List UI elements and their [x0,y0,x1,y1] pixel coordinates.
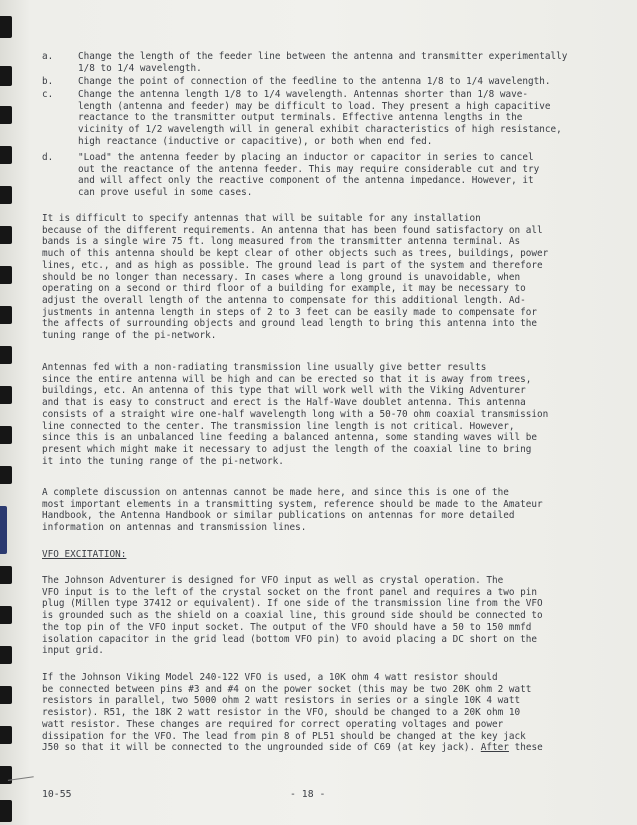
paragraph-transmission-line: Antennas fed with a non-radiating transmission line usually give better results since the entire antenna will be high and can be erected so that it is away from trees, buildings, etc. An antenna of this type that will work well with the Viking Adventurer and that is easy to construct and erect is the Half-Wave doublet antenna. This antenna consists of a straight wire one-half wavelength long with a 50-70 ohm coaxial transmission line connected to the center. The transmission line length is not critical. However, since this is an unbalanced line feeding a balanced antenna, some standing waves will be present which might make it necessary to adjust the length of the coaxial line to bring it into the tuning range of the pi-network. [42,362,549,467]
binder-hole [0,146,12,164]
binder-hole [0,16,12,38]
paragraph-vfo-model [42,672,628,754]
list-text: "Load" the antenna feeder by placing an inductor or capacitor in series to cancel out the reactance of the antenna feeder. This may require considerable cut and try and will affect only the reactive component of the antenna impedance. However, it can prove useful in some cases. [78,152,540,199]
list-text: Change the antenna length 1/8 to 1/4 wavelength. Antennas shorter than 1/8 wave- length (antenna and feeder) may be difficult to load. They present a high capacitive reactance to the transmitter output terminals. Effective antenna lengths in the vicinity of 1/2 wavelength will in general exhibit characteristics of high resistance, high reactance (inductive or capacitive), or both when end fed. [78,89,562,147]
binder-hole [0,66,12,86]
binder-hole [0,426,12,444]
binder-hole [0,726,12,744]
paragraph-antennas: It is difficult to specify antennas that will be suitable for any installation because of the different requirements. An antenna that has been found satisfactory on all bands is a single wire 75 ft. long measured from the transmitter antenna terminal. As much of this antenna should be kept clear of other objects such as trees, buildings, power lines, etc., and as high as possible. The ground lead is part of the system and therefore should be no longer than necessary. In cases where a long ground is unavoidable, when operating on a second or third floor of a building for example, it may be necessary to adjust the overall length of the antenna to compensate for this additional length. Ad- justments in antenna length in steps of 2 to 3 feet can be easily made to compensate for the affects of surrounding objects and ground lead length to bring this antenna into the tuning range of the pi-network. [42,213,549,342]
binder-hole [0,506,7,554]
page-number: - 18 - [290,789,326,800]
binder-hole [0,266,12,284]
list-letter: a. [42,51,54,62]
list-text: Change the length of the feeder line between the antenna and transmitter experimentally 1/8 to 1/4 wavelength. [78,51,568,74]
underlined-word: After [480,742,509,754]
list-letter: b. [42,76,54,87]
binder-hole [0,606,12,624]
binder-hole [0,566,12,584]
paragraph-discussion: A complete discussion on antennas cannot be made here, and since this is one of the most important elements in a transmitting system, reference should be made to the Amateur Handbook, the Antenna Handbook or similar publications on antennas for more detailed information on antennas and transmission lines. [42,487,543,534]
paragraph-vfo-input: The Johnson Adventurer is designed for VFO input as well as crystal operation. The VFO input is to the left of the crystal socket on the front panel and requires a two pin plug (Millen type 37412 or equivalent). If one side of the transmission line from the VFO is grounded such as the shield on a coaxial line, this ground side should be connected to the top pin of the VFO input socket. The output of the VFO should have a 50 to 150 mmfd isolation capacitor in the grid lead (bottom VFO pin) to avoid placing a DC short on the input grid. [42,575,543,657]
list-text: Change the point of connection of the feedline to the antenna 1/8 to 1/4 wavelength. [78,76,551,87]
binder-hole [0,346,12,364]
paragraph-body: If the Johnson Viking Model 240-122 VFO is used, a 10K ohm 4 watt resistor should be connected between pins #3 and #4 on the power socket (this may be two 20K ohm 2 watt resistors in parallel, two 5000 ohm 2 watt resistors in series or a single 10K 4 watt resistor). R51, the 18K 2 watt resistor in the VFO, should be changed to a 20K ohm 10 watt resistor. These changes are required for correct operating voltages and power dissipation for the VFO. The lead from pin 8 of PL51 should be changed at the key jack J50 so that it will be connected to the ungrounded side of C69 (at key jack). [42,672,532,754]
paragraph-tail: these [508,742,543,754]
binder-hole [0,646,12,664]
binder-hole [0,306,12,324]
binder-holes [0,0,26,825]
binder-hole [0,186,12,204]
binder-hole [0,106,12,124]
list-letter: c. [42,89,54,100]
binder-hole [0,800,12,822]
binder-hole [0,386,12,404]
binder-hole [0,686,12,704]
section-heading: VFO EXCITATION: [42,549,127,560]
footer-date: 10-55 [42,789,72,800]
list-letter: d. [42,152,54,163]
binder-hole [0,226,12,244]
binder-hole [0,466,12,484]
